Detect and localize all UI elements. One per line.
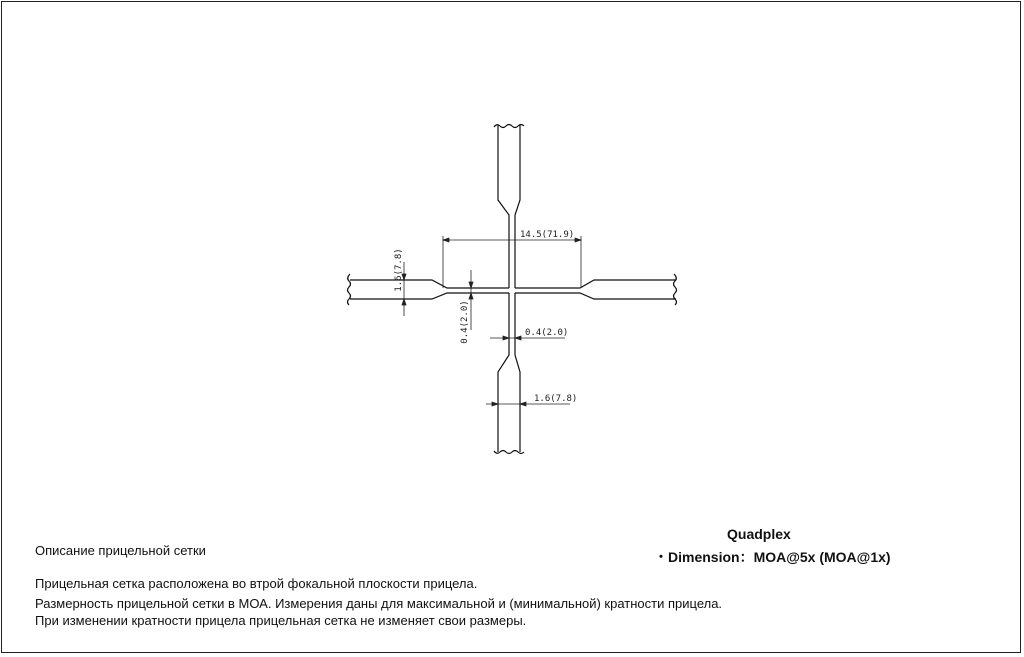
top-post: [498, 125, 520, 288]
left-break: [348, 274, 351, 305]
right-post: [515, 280, 676, 299]
description-line: Размерность прицельной сетки в МОА. Измерения даны для максимальной и (минимальной) кратности прицела.: [35, 596, 723, 611]
description-line: Прицельная сетка расположена во втрой фокальной плоскости прицела.: [35, 576, 478, 591]
description-heading: Описание прицельной сетки: [35, 543, 206, 558]
bottom-post: [498, 293, 520, 452]
description-line: При изменении кратности прицела прицельная сетка не изменяет свои размеры.: [35, 613, 527, 628]
dim-thick-width-h: 1.6(7.8): [394, 248, 404, 292]
right-break: [674, 274, 677, 305]
reticle-name: Quadplex: [727, 526, 791, 542]
dim-thin-width-h: 0.4(2.0): [460, 300, 470, 344]
dim-thin-width-v: 0.4(2.0): [525, 328, 569, 338]
left-post: [350, 280, 509, 299]
dim-outer-span: 14.5(71.9): [520, 230, 575, 240]
dimension-units: ・Dimension：MOA@5x (MOA@1x): [654, 549, 891, 565]
dim-thick-width-v: 1.6(7.8): [534, 394, 578, 404]
